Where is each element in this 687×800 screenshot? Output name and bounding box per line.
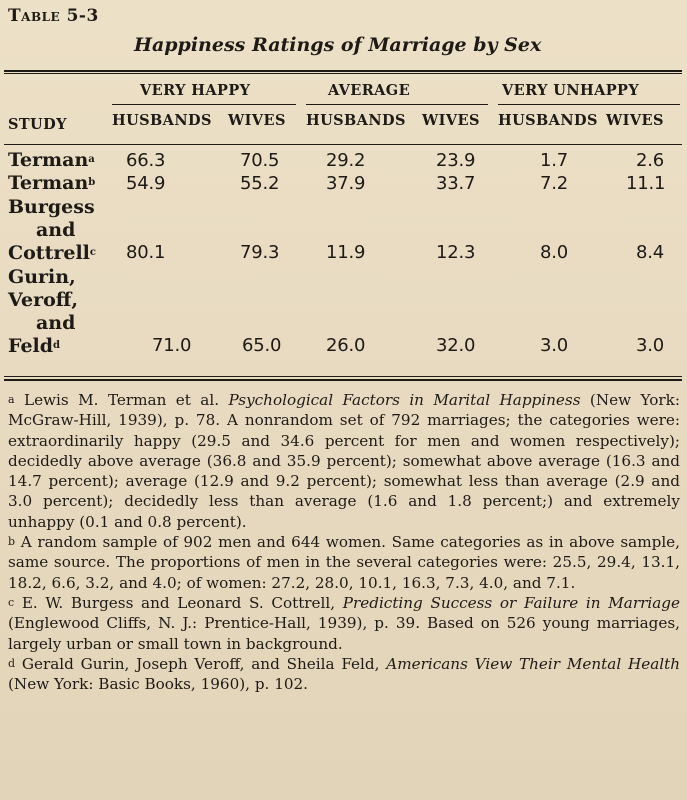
- group-underline-very-unhappy: [498, 104, 680, 105]
- study-name: Cottrell: [8, 242, 90, 264]
- study-name: Gurin,: [8, 266, 76, 288]
- group-header-very-unhappy: VERY UNHAPPY: [502, 82, 640, 99]
- footnote-mark: b: [8, 535, 16, 549]
- col-header-wives: WIVES: [422, 112, 480, 129]
- study-name: Feld: [8, 335, 54, 357]
- value-cell: 7.2: [540, 173, 569, 194]
- value-cell: 79.3: [240, 242, 280, 263]
- top-rule: [4, 70, 682, 72]
- col-header-wives: WIVES: [606, 112, 664, 129]
- footnote-b: [8, 532, 680, 593]
- footnote-text: (New York: McGraw-Hill, 1939), p. 78. A nonrandom set of 792 marriages; the categories were: extraordinarily happy (29.5 and 34.6 percent for men and women respectively); decidedly above average (36.8 and 35.9 percent); somewhat above average (16.3 and 14.7 percent); average (12.9 and 9.2 percent); somewhat less than average (2.9 and 3.0 percent); decidedly less than average (1.6 and 1.8 percent;) and extremely unhappy (0.1 and 0.8 percent).: [8, 391, 680, 531]
- value-cell: 3.0: [636, 335, 665, 356]
- value-cell: 8.4: [636, 242, 665, 263]
- value-cell: 8.0: [540, 242, 569, 263]
- value-cell: 11.1: [626, 173, 666, 194]
- footnote-text: Lewis M. Terman et al.: [14, 391, 229, 409]
- footnote-mark: b: [88, 177, 96, 188]
- study-header: STUDY: [8, 116, 67, 133]
- footnote-text: E. W. Burgess and Leonard S. Cottrell,: [14, 593, 343, 612]
- value-cell: 65.0: [242, 335, 282, 356]
- bottom-rule: [4, 379, 682, 381]
- value-cell: 80.1: [126, 242, 166, 263]
- header-rule: [4, 144, 682, 145]
- study-name: and: [36, 312, 76, 334]
- study-cell: [8, 196, 96, 265]
- value-cell: 12.3: [436, 242, 476, 263]
- value-cell: 26.0: [326, 335, 366, 356]
- bottom-rule-thin: [4, 376, 682, 377]
- study-name: Terman: [8, 149, 89, 171]
- footnote-mark: d: [53, 340, 61, 351]
- study-cell: [8, 266, 78, 358]
- footnote-c: [8, 593, 680, 654]
- footnote-text: Gerald Gurin, Joseph Veroff, and Sheila Feld,: [15, 654, 387, 673]
- value-cell: 3.0: [540, 335, 569, 356]
- footnote-mark: a: [88, 154, 95, 165]
- footnote-book-title: Americans View Their Mental Health: [386, 654, 680, 673]
- col-header-husbands: HUSBANDS: [306, 112, 406, 129]
- col-header-wives: WIVES: [228, 112, 286, 129]
- top-rule-thin: [4, 73, 682, 74]
- table-label: Table 5-3: [8, 6, 99, 26]
- group-underline-average: [306, 104, 488, 105]
- footnote-text: (Englewood Cliffs, N. J.: Prentice-Hall, 1939), p. 39. Based on 526 young marriages, largely urban or small town in background.: [8, 614, 680, 653]
- study-name: Burgess: [8, 196, 95, 218]
- col-header-husbands: HUSBANDS: [498, 112, 598, 129]
- study-cell: [8, 149, 95, 172]
- study-name: Veroff,: [8, 289, 78, 311]
- study-name: Terman: [8, 172, 89, 194]
- study-name: and: [36, 219, 76, 241]
- col-header-husbands: HUSBANDS: [112, 112, 212, 129]
- value-cell: 37.9: [326, 173, 366, 194]
- footnote-book-title: Psychological Factors in Marital Happiness: [228, 391, 581, 409]
- value-cell: 1.7: [540, 150, 569, 171]
- group-header-very-happy: VERY HAPPY: [140, 82, 251, 99]
- group-header-average: AVERAGE: [328, 82, 411, 99]
- value-cell: 23.9: [436, 150, 476, 171]
- footnote-text: A random sample of 902 men and 644 women. Same categories as in above sample, same source. The proportions of men in the several categories were: 25.5, 29.4, 13.1, 18.2, 6.6, 3.2, and 4.0; of women: 27.2, 28.0, 10.1, 16.3, 7.3, 4.0, and 7.1.: [8, 533, 680, 592]
- value-cell: 32.0: [436, 335, 476, 356]
- value-cell: 71.0: [152, 335, 192, 356]
- value-cell: 33.7: [436, 173, 476, 194]
- footnote-mark: c: [8, 595, 15, 609]
- value-cell: 11.9: [326, 242, 366, 263]
- footnotes: [8, 390, 680, 694]
- value-cell: 66.3: [126, 150, 166, 171]
- footnote-mark: a: [8, 393, 15, 406]
- footnote-a: [8, 390, 680, 532]
- value-cell: 29.2: [326, 150, 366, 171]
- value-cell: 70.5: [240, 150, 280, 171]
- footnote-d: [8, 654, 680, 695]
- value-cell: 54.9: [126, 173, 166, 194]
- footnote-mark: c: [89, 247, 96, 258]
- footnote-book-title: Predicting Success or Failure in Marriage: [342, 593, 680, 612]
- table-title: Happiness Ratings of Marriage by Sex: [134, 34, 542, 56]
- value-cell: 55.2: [240, 173, 280, 194]
- footnote-mark: d: [8, 656, 16, 670]
- study-cell: [8, 172, 95, 195]
- group-underline-very-happy: [112, 104, 296, 105]
- value-cell: 2.6: [636, 150, 665, 171]
- footnote-text: (New York: Basic Books, 1960), p. 102.: [8, 675, 309, 694]
